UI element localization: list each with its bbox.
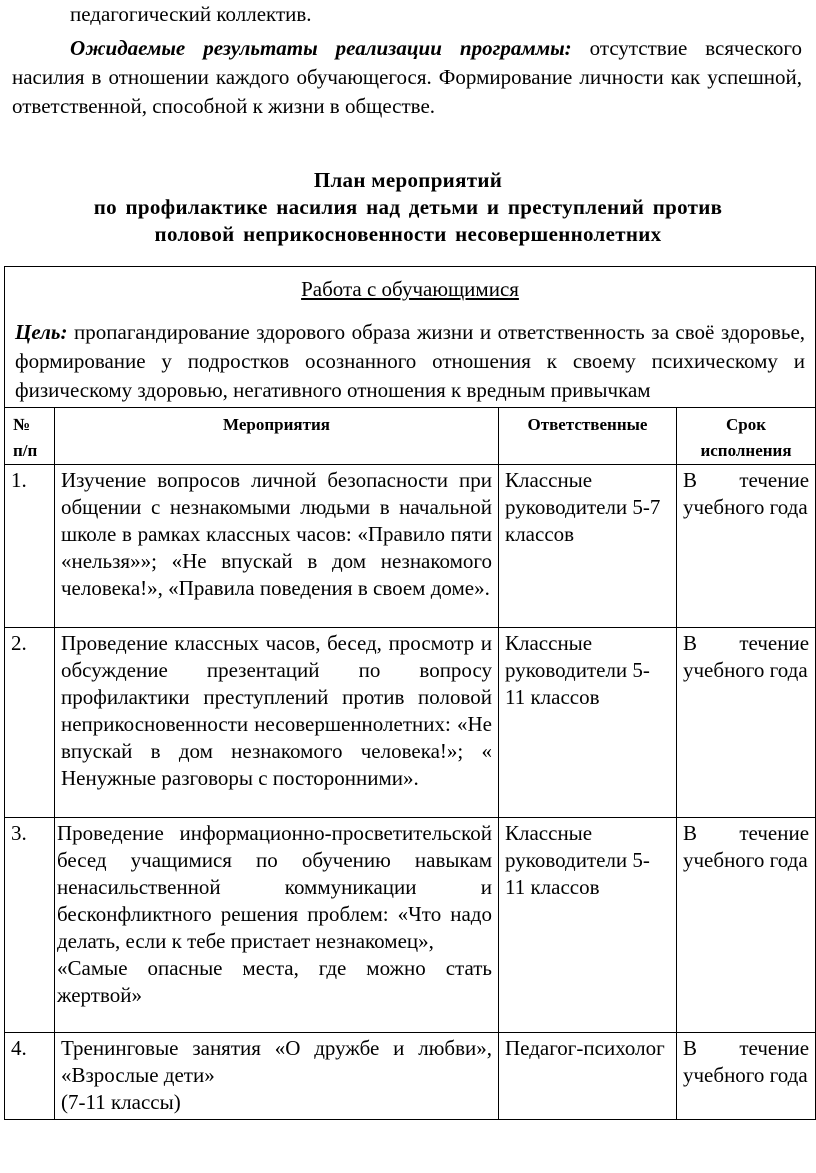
- row-activity-extra: «Самые опасные места, где можно стать жертвой»: [57, 956, 492, 1007]
- plan-title-line-3: половой неприкосновенности несовершеннолетних: [154, 222, 662, 246]
- row-term-word-2: течение: [739, 468, 810, 492]
- header-activity: Мероприятия: [55, 408, 499, 465]
- row-term-rest: учебного года: [683, 495, 808, 519]
- row-term-word-2: течение: [739, 821, 810, 845]
- row-term-word-1: В: [683, 821, 698, 845]
- goal-text: пропагандирование здорового образа жизни и ответственность за своё здоровье, формирование у подростков осознанного отношения к своему психическому и физическому здоровью, негативного отношения к вредным привычкам: [15, 320, 806, 402]
- goal-label: Цель:: [15, 320, 68, 344]
- row-activity: [55, 1033, 499, 1120]
- plan-table: [4, 266, 816, 1120]
- expected-results-paragraph: [12, 34, 802, 121]
- plan-title-line-2: по профилактике насилия над детьми и преступлений против: [93, 195, 723, 219]
- row-term-rest: учебного года: [683, 1063, 808, 1087]
- row-term-word-2: течение: [739, 1036, 810, 1060]
- row-term-rest: учебного года: [683, 658, 808, 682]
- row-activity: Изучение вопросов личной безопасности при общении с незнакомыми людьми в начальной школе в рамках классных часов: «Правило пяти «нельзя»»; «Не впускай в дом незнакомого человека!», «Правила поведения в своем доме».: [55, 465, 499, 628]
- row-responsible: Классные руководители 5-7 классов: [499, 465, 677, 628]
- row-term-word-1: В: [683, 1036, 698, 1060]
- expected-results-label: Ожидаемые результаты реализации программы:: [70, 36, 572, 60]
- row-activity-main: Тренинговые занятия «О дружбе и любви», «Взрослые дети»: [61, 1036, 492, 1087]
- header-responsible: Ответственные: [499, 408, 677, 465]
- row-num: 1.: [5, 465, 55, 628]
- section-row: [5, 267, 816, 408]
- header-num: № п/п: [5, 408, 55, 465]
- table-row: [5, 465, 816, 628]
- row-term-word-1: В: [683, 468, 698, 492]
- row-activity-extra: (7-11 классы): [61, 1090, 181, 1114]
- section-goal: [15, 318, 805, 405]
- row-term: [677, 628, 816, 818]
- row-activity: Проведение классных часов, бесед, просмотр и обсуждение презентаций по вопросу профилактики преступлений против половой неприкосновенности несовершеннолетних: «Не впускай в дом незнакомого человека!»; « Ненужные разговоры с посторонними».: [55, 628, 499, 818]
- table-row: [5, 1033, 816, 1120]
- row-term: [677, 1033, 816, 1120]
- row-activity-main: Проведение информационно-просветительской бесед учащимися по обучению навыкам ненасильственной коммуникации и бесконфликтного решения проблем: «Что надо делать, если к тебе пристает незнакомец»,: [57, 821, 492, 953]
- row-activity: [55, 818, 499, 1033]
- row-term-rest: учебного года: [683, 848, 808, 872]
- section-title: Работа с обучающимися: [301, 277, 519, 301]
- header-term: Срок исполнения: [677, 408, 816, 465]
- row-num: 3.: [5, 818, 55, 1033]
- row-term-word-2: течение: [739, 631, 810, 655]
- row-term-word-1: В: [683, 631, 698, 655]
- table-row: [5, 818, 816, 1033]
- row-responsible: Классные руководители 5-11 классов: [499, 818, 677, 1033]
- row-term: [677, 818, 816, 1033]
- plan-title: [0, 167, 816, 248]
- row-num: 2.: [5, 628, 55, 818]
- row-responsible: Классные руководители 5-11 классов: [499, 628, 677, 818]
- row-responsible: Педагог-психолог: [499, 1033, 677, 1120]
- row-num: 4.: [5, 1033, 55, 1120]
- section-cell: [5, 267, 816, 408]
- table-row: [5, 628, 816, 818]
- table-header-row: [5, 408, 816, 465]
- intro-first-line: педагогический коллектив.: [70, 2, 312, 26]
- expected-results-text: отсутствие всяческого насилия в отношении каждого обучающегося. Формирование личности как успешной, ответственной, способной к жизни в обществе.: [12, 36, 802, 118]
- row-term: [677, 465, 816, 628]
- plan-title-line-1: План мероприятий: [313, 168, 503, 192]
